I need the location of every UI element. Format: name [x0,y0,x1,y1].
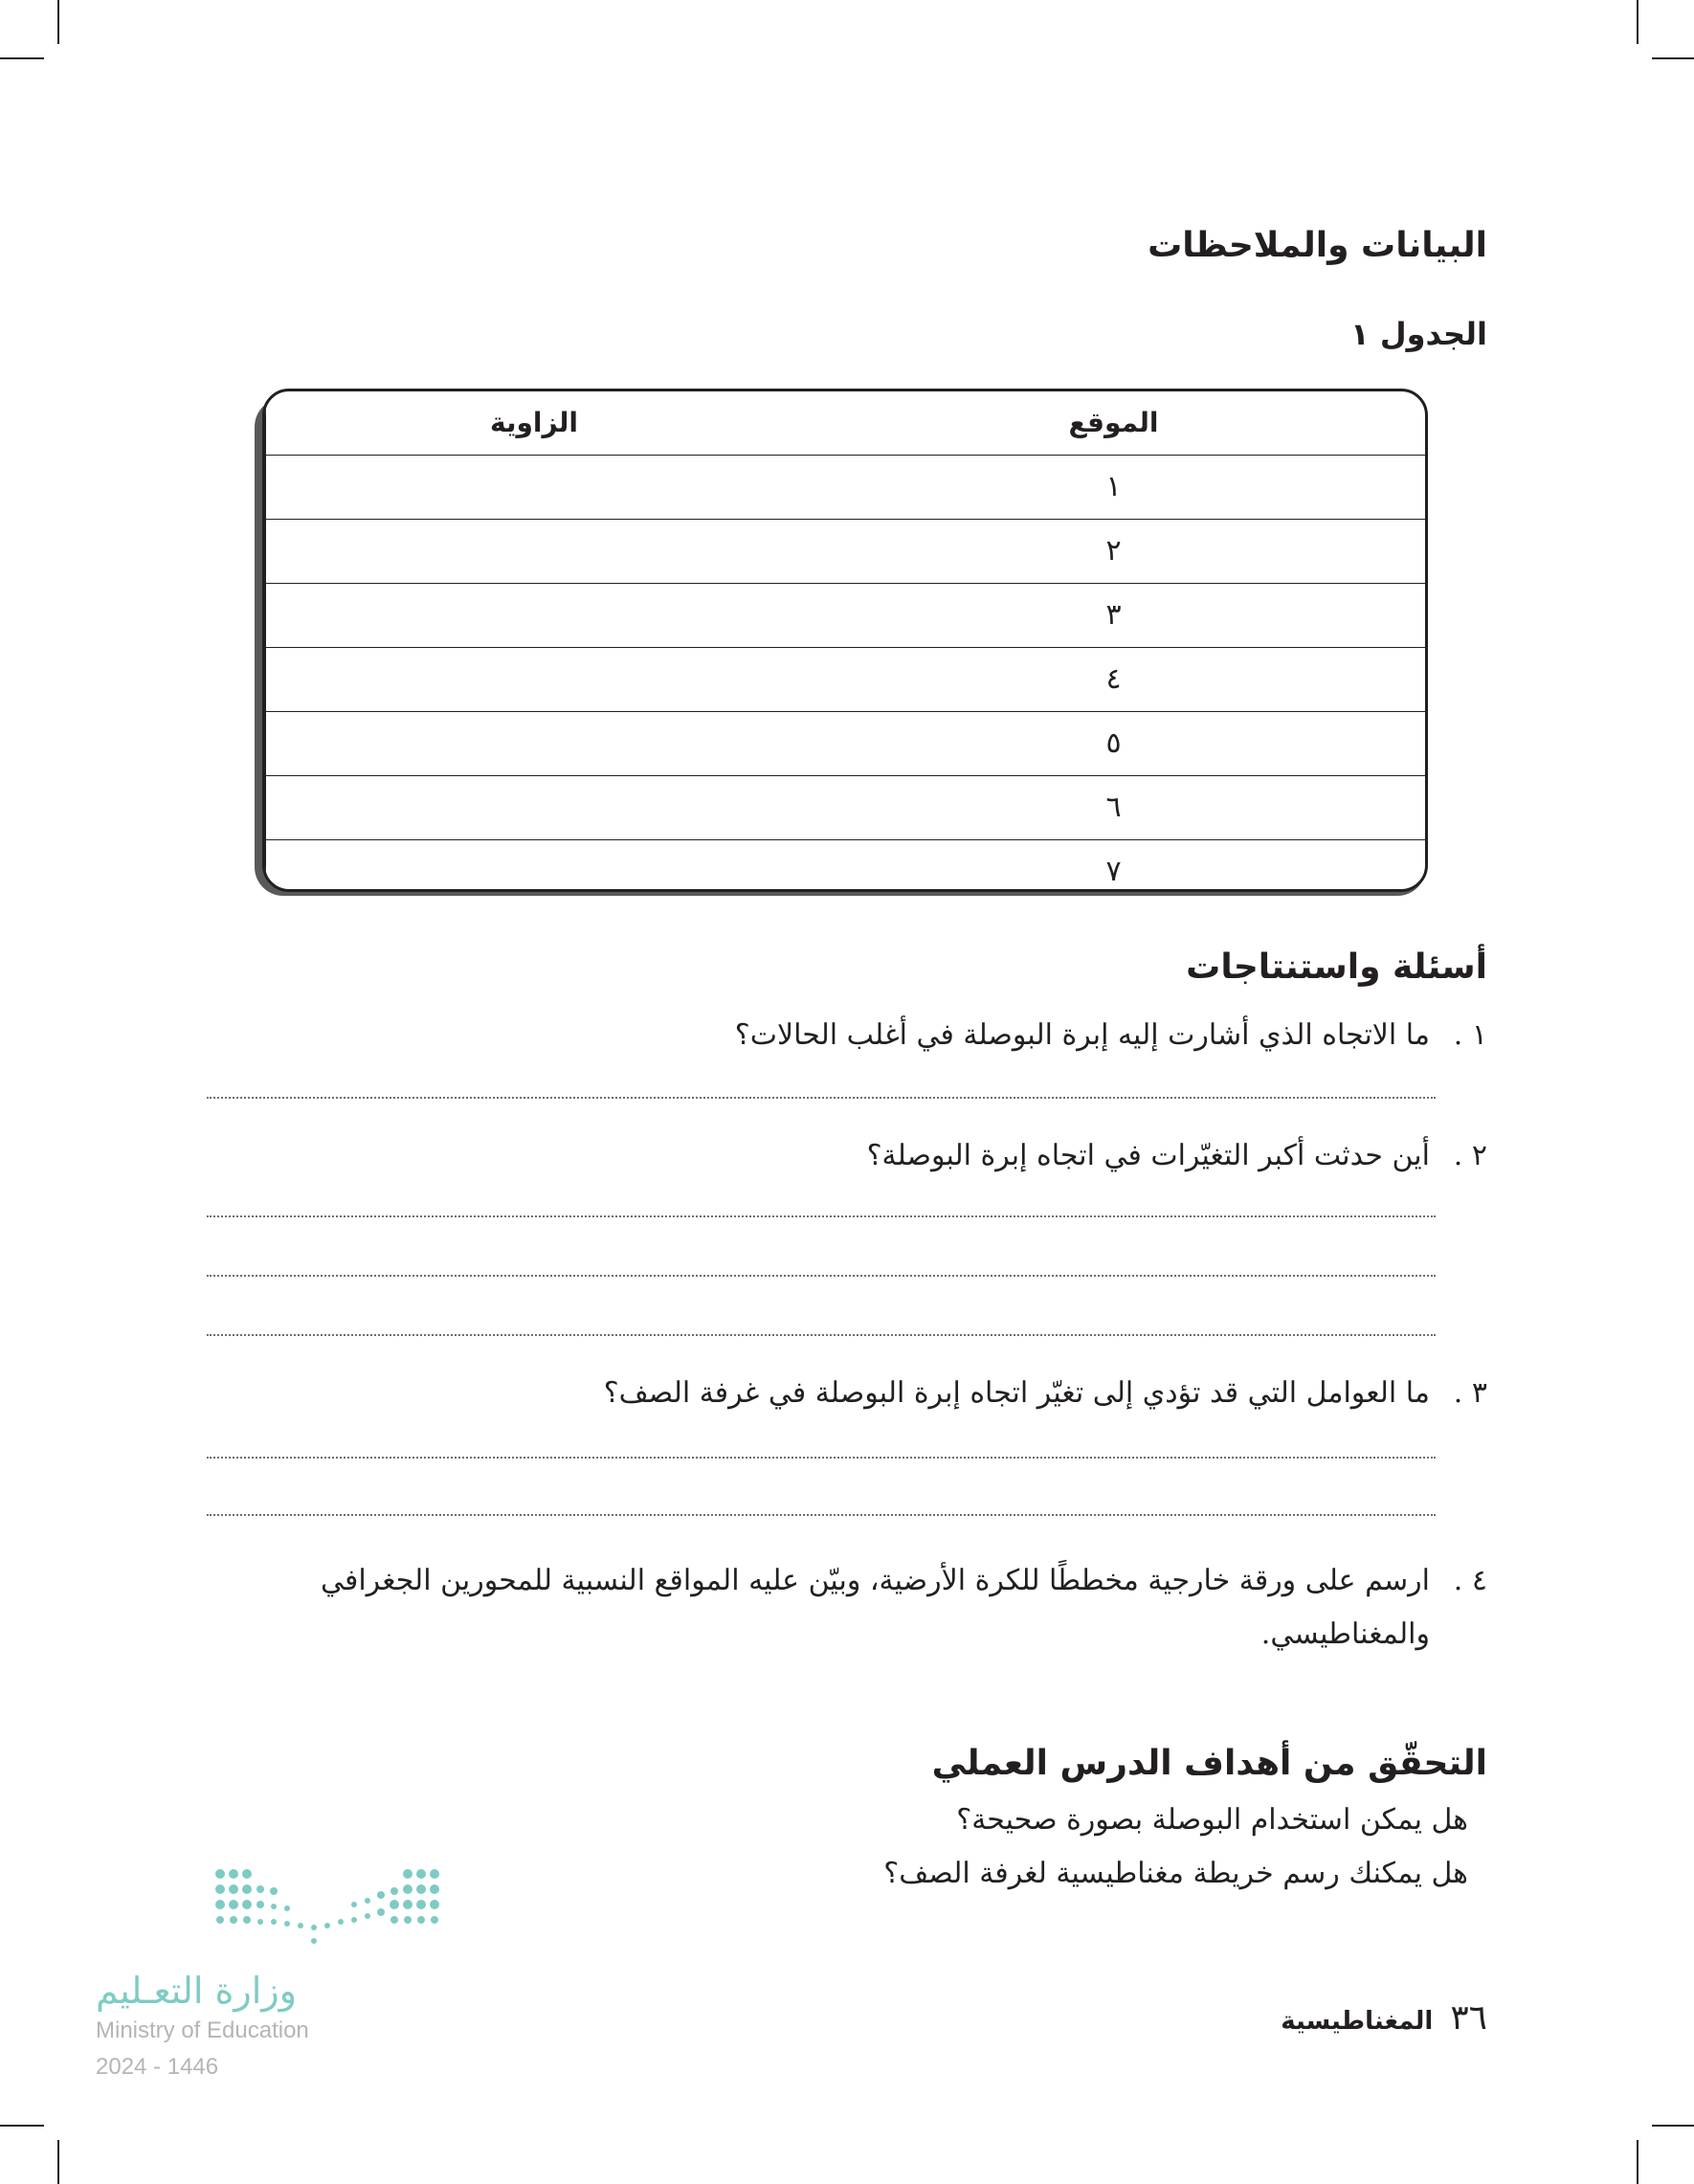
question-text: ارسم على ورقة خارجية مخططًا للكرة الأرضية، وبيّن عليه المواقع النسبية للمحورين الجغرافي [320,1564,1430,1597]
check-item: هل يمكنك رسم خريطة مغناطيسية لغرفة الصف؟ [883,1857,1468,1890]
cell-angle[interactable] [266,519,803,583]
cell-location: ٥ [802,711,1425,775]
data-section-title: البيانات والملاحظات [1148,226,1487,265]
header-angle: الزاوية [266,391,803,455]
cell-location: ١ [802,455,1425,519]
ministry-name-arabic: وزارة التعـليم [96,1970,298,2012]
cell-location: ٢ [802,519,1425,583]
question-number: ٤ . [1453,1564,1487,1597]
question-number: ١ . [1453,1018,1487,1052]
crop-mark [1652,2125,1694,2127]
cell-angle[interactable] [266,455,803,519]
table-row [266,455,1426,519]
questions-section-title: أسئلة واستنتاجات [1186,947,1487,987]
question-number: ٣ . [1453,1376,1487,1410]
table-row [266,519,1426,583]
crop-mark [0,2125,44,2127]
answer-line[interactable] [207,1334,1436,1336]
table-row [266,839,1426,892]
answer-line[interactable] [207,1215,1436,1217]
cell-location: ٦ [802,775,1425,839]
table-row [266,711,1426,775]
answer-line[interactable] [207,1457,1436,1459]
question-3 [604,1376,1487,1410]
crop-mark [57,0,59,44]
question-number: ٢ . [1453,1139,1487,1172]
question-4 [205,1554,1487,1661]
table-row [266,647,1426,711]
crop-mark [1652,57,1694,59]
ministry-name-english: Ministry of Education [96,2017,309,2043]
answer-line[interactable] [207,1275,1436,1277]
header-location: الموقع [802,391,1425,455]
ministry-year: 2024 - 1446 [96,2054,219,2080]
cell-location: ٤ [802,647,1425,711]
ministry-logo-dots-icon [211,1866,450,1945]
cell-angle[interactable] [266,775,803,839]
check-section-title: التحقّق من أهداف الدرس العملي [931,1744,1487,1783]
cell-location: ٧ [1105,855,1122,889]
crop-mark [1637,0,1638,44]
question-text: ما العوامل التي قد تؤدي إلى تغيّر اتجاه إبرة البوصلة في غرفة الصف؟ [603,1376,1430,1410]
page-number: ٣٦ [1450,1998,1487,2038]
crop-mark [1637,2140,1638,2184]
data-table [262,389,1428,892]
question-text: أين حدثت أكبر التغيّرات في اتجاه إبرة البوصلة؟ [866,1139,1430,1172]
page-footer [1281,1998,1487,2038]
answer-line[interactable] [207,1097,1436,1099]
cell-angle[interactable] [266,647,803,711]
table-caption: الجدول ١ [1350,316,1487,352]
question-text-continued: والمغناطيسي. [1260,1617,1430,1651]
cell-angle[interactable] [266,583,803,647]
question-text: ما الاتجاه الذي أشارت إليه إبرة البوصلة في أغلب الحالات؟ [734,1018,1430,1052]
table-row [266,583,1426,647]
check-item: هل يمكن استخدام البوصلة بصورة صحيحة؟ [956,1803,1468,1837]
crop-mark [57,2140,59,2184]
answer-line[interactable] [207,1514,1436,1516]
cell-location: ٣ [802,583,1425,647]
chapter-title: المغناطيسية [1281,2007,1434,2036]
question-1 [735,1018,1487,1052]
table-row [266,775,1426,839]
cell-angle[interactable] [266,839,803,892]
cell-angle[interactable] [266,711,803,775]
table-header-row [266,391,1426,455]
crop-mark [0,57,44,59]
question-2 [867,1139,1487,1172]
